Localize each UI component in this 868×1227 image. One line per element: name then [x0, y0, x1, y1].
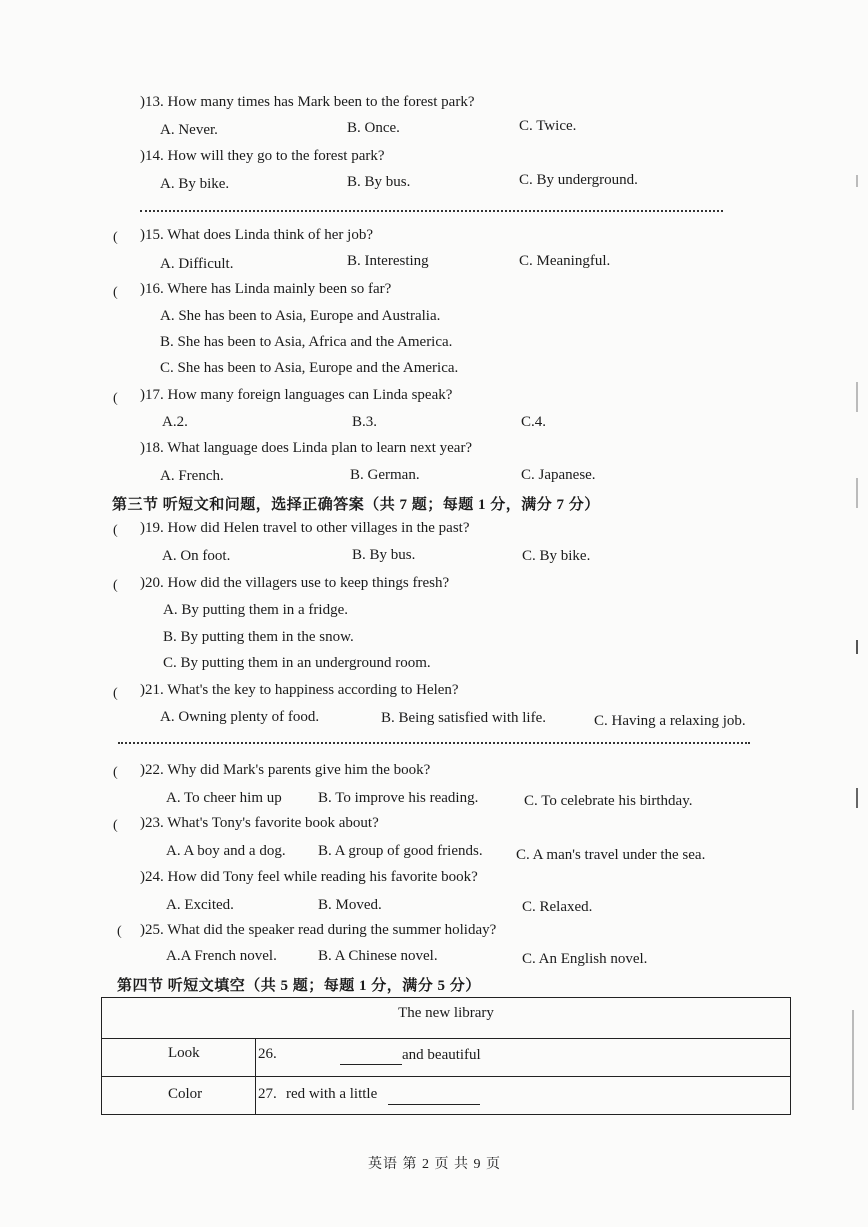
- question-15-answer-paren: (: [113, 230, 118, 245]
- question-25-option-c: C. An English novel.: [522, 951, 648, 967]
- scan-mark: [856, 175, 858, 187]
- table-row-divider: [102, 1076, 790, 1077]
- question-21-option-b: B. Being satisfied with life.: [381, 710, 546, 726]
- question-14-option-c: C. By underground.: [519, 172, 638, 188]
- question-25-answer-paren: (: [117, 924, 122, 939]
- question-20-option-c: C. By putting them in an underground room.: [163, 655, 431, 671]
- question-21-option-c: C. Having a relaxing job.: [594, 713, 746, 729]
- question-20-answer-paren: (: [113, 578, 118, 593]
- question-21-answer-paren: (: [113, 686, 118, 701]
- question-22-option-c: C. To celebrate his birthday.: [524, 793, 693, 809]
- question-23-answer-paren: (: [113, 818, 118, 833]
- question-13-stem: )13. How many times has Mark been to the forest park?: [140, 94, 475, 110]
- table-title: The new library: [398, 1005, 494, 1021]
- question-16-option-c: C. She has been to Asia, Europe and the America.: [160, 360, 459, 376]
- separator-dotted-1: [140, 210, 723, 212]
- question-15-stem: )15. What does Linda think of her job?: [140, 227, 373, 243]
- question-22-answer-paren: (: [113, 765, 118, 780]
- question-20-stem: )20. How did the villagers use to keep things fresh?: [140, 575, 450, 591]
- page-footer: 英语 第 2 页 共 9 页: [368, 1157, 501, 1172]
- question-19-option-a: A. On foot.: [162, 548, 231, 564]
- question-23-stem: )23. What's Tony's favorite book about?: [140, 815, 379, 831]
- question-17-option-b: B.3.: [352, 414, 378, 430]
- scan-mark: [856, 382, 858, 412]
- question-25-option-a: A.A French novel.: [166, 948, 277, 964]
- question-25-stem: )25. What did the speaker read during the summer holiday?: [140, 922, 497, 938]
- question-17-stem: )17. How many foreign languages can Linda speak?: [140, 387, 453, 403]
- question-16-answer-paren: (: [113, 285, 118, 300]
- question-13-option-b: B. Once.: [347, 120, 400, 136]
- fill-in-table: [101, 997, 791, 1115]
- question-22-option-a: A. To cheer him up: [166, 790, 282, 806]
- scan-mark: [856, 478, 858, 508]
- question-16-option-a: A. She has been to Asia, Europe and Australia.: [160, 308, 441, 324]
- question-14-option-b: B. By bus.: [347, 174, 411, 190]
- question-19-option-c: C. By bike.: [522, 548, 591, 564]
- question-23-option-b: B. A group of good friends.: [318, 843, 483, 859]
- question-18-option-b: B. German.: [350, 467, 420, 483]
- question-18-stem: )18. What language does Linda plan to learn next year?: [140, 440, 473, 456]
- question-25-option-b: B. A Chinese novel.: [318, 948, 438, 964]
- question-23-option-c: C. A man's travel under the sea.: [516, 847, 706, 863]
- question-13-option-c: C. Twice.: [519, 118, 577, 134]
- answer-blank-27[interactable]: [388, 1088, 480, 1105]
- table-row-label-color: Color: [168, 1086, 203, 1102]
- question-23-option-a: A. A boy and a dog.: [166, 843, 286, 859]
- question-18-option-a: A. French.: [160, 468, 224, 484]
- section-4-heading: 第四节 听短文填空（共 5 题；每题 1 分，满分 5 分）: [117, 978, 481, 994]
- question-17-option-a: A.2.: [162, 414, 188, 430]
- table-row-label-look: Look: [168, 1045, 200, 1061]
- question-18-option-c: C. Japanese.: [521, 467, 596, 483]
- question-22-option-b: B. To improve his reading.: [318, 790, 479, 806]
- scan-mark: [856, 788, 858, 808]
- question-14-stem: )14. How will they go to the forest park?: [140, 148, 385, 164]
- question-15-option-a: A. Difficult.: [160, 256, 234, 272]
- section-3-heading: 第三节 听短文和问题，选择正确答案（共 7 题；每题 1 分，满分 7 分）: [112, 497, 600, 513]
- answer-blank-26[interactable]: [340, 1048, 402, 1065]
- question-21-stem: )21. What's the key to happiness according to Helen?: [140, 682, 459, 698]
- question-16-stem: )16. Where has Linda mainly been so far?: [140, 281, 392, 297]
- question-20-option-b: B. By putting them in the snow.: [163, 629, 354, 645]
- question-24-option-b: B. Moved.: [318, 897, 382, 913]
- question-21-option-a: A. Owning plenty of food.: [160, 709, 320, 725]
- question-19-answer-paren: (: [113, 523, 118, 538]
- table-column-divider: [255, 1038, 256, 1114]
- question-20-option-a: A. By putting them in a fridge.: [163, 602, 348, 618]
- table-row-text-look: and beautiful: [402, 1047, 481, 1063]
- question-17-answer-paren: (: [113, 391, 118, 406]
- question-22-stem: )22. Why did Mark's parents give him the book?: [140, 762, 431, 778]
- scan-mark: [856, 640, 858, 654]
- question-19-option-b: B. By bus.: [352, 547, 416, 563]
- table-row-divider: [102, 1038, 790, 1039]
- table-row-number-27: 27.: [258, 1086, 277, 1102]
- question-15-option-c: C. Meaningful.: [519, 253, 611, 269]
- scan-mark: [852, 1010, 854, 1110]
- question-14-option-a: A. By bike.: [160, 176, 230, 192]
- question-15-option-b: B. Interesting: [347, 253, 429, 269]
- separator-dotted-2: [118, 742, 750, 744]
- question-24-stem: )24. How did Tony feel while reading his favorite book?: [140, 869, 478, 885]
- question-19-stem: )19. How did Helen travel to other villages in the past?: [140, 520, 470, 536]
- table-row-number-26: 26.: [258, 1046, 277, 1062]
- question-16-option-b: B. She has been to Asia, Africa and the America.: [160, 334, 453, 350]
- question-13-option-a: A. Never.: [160, 122, 218, 138]
- question-24-option-c: C. Relaxed.: [522, 899, 593, 915]
- question-17-option-c: C.4.: [521, 414, 547, 430]
- question-24-option-a: A. Excited.: [166, 897, 234, 913]
- table-row-text-color: red with a little: [286, 1086, 378, 1102]
